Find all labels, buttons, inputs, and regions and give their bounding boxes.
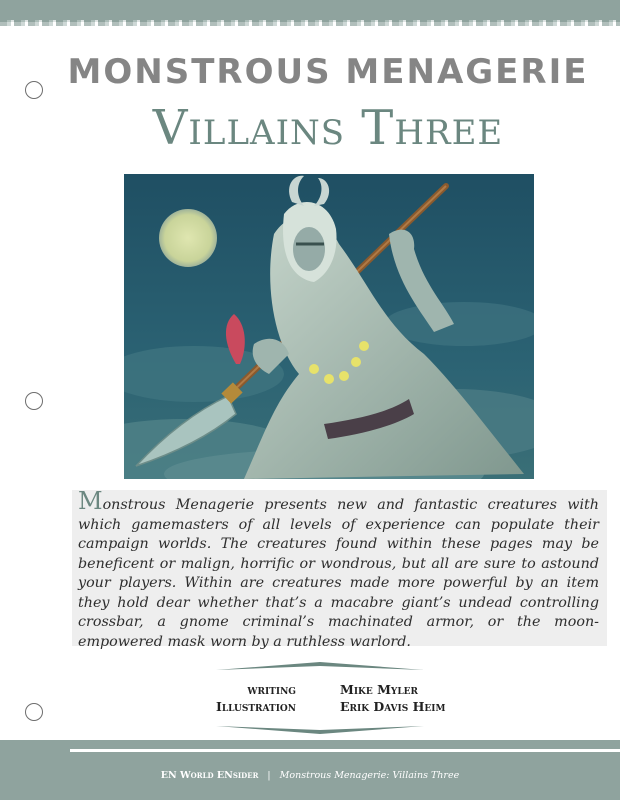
intro-text: onstrous Menagerie presents new and fantastic creatures with which gamemasters of all levels of experience can populate their campaign worlds. The creatures found within these pages may be beneficent or malign, horrific or wondrous, but all are sure to astound your players. Within are creatures made more powerful by an item they hold dear whether that’s a macabre giant’s undead controlling crossbar, a gnome criminal’s machinated armor, or the moon-empowered mask worn by a ruthless warlord. xyxy=(78,497,599,650)
credit-role: Illustration xyxy=(215,699,296,714)
footer-rule xyxy=(70,749,620,752)
cover-illustration xyxy=(124,174,534,479)
footer-publication-suffix: sider xyxy=(232,770,259,781)
binder-hole-icon xyxy=(25,392,43,410)
credit-row-illustration xyxy=(215,699,446,717)
footer-publication: EN World EN xyxy=(160,770,233,781)
credit-role: writing xyxy=(247,682,296,697)
footer-separator: | xyxy=(267,770,271,781)
top-border-band xyxy=(0,0,620,22)
drop-cap: M xyxy=(78,487,103,515)
credits-block xyxy=(215,662,446,734)
credit-name: Erik Davis Heim xyxy=(340,699,446,714)
footer xyxy=(0,770,620,781)
credit-row-writing xyxy=(216,682,424,700)
intro-text-box xyxy=(72,487,607,650)
footer-title: Monstrous Menagerie: Villains Three xyxy=(279,770,460,781)
issue-title: Villains Three xyxy=(152,100,504,156)
series-title: MONSTROUS MENAGERIE xyxy=(67,52,589,92)
credit-name: Mike Myler xyxy=(340,682,419,697)
binder-hole-icon xyxy=(25,703,43,721)
